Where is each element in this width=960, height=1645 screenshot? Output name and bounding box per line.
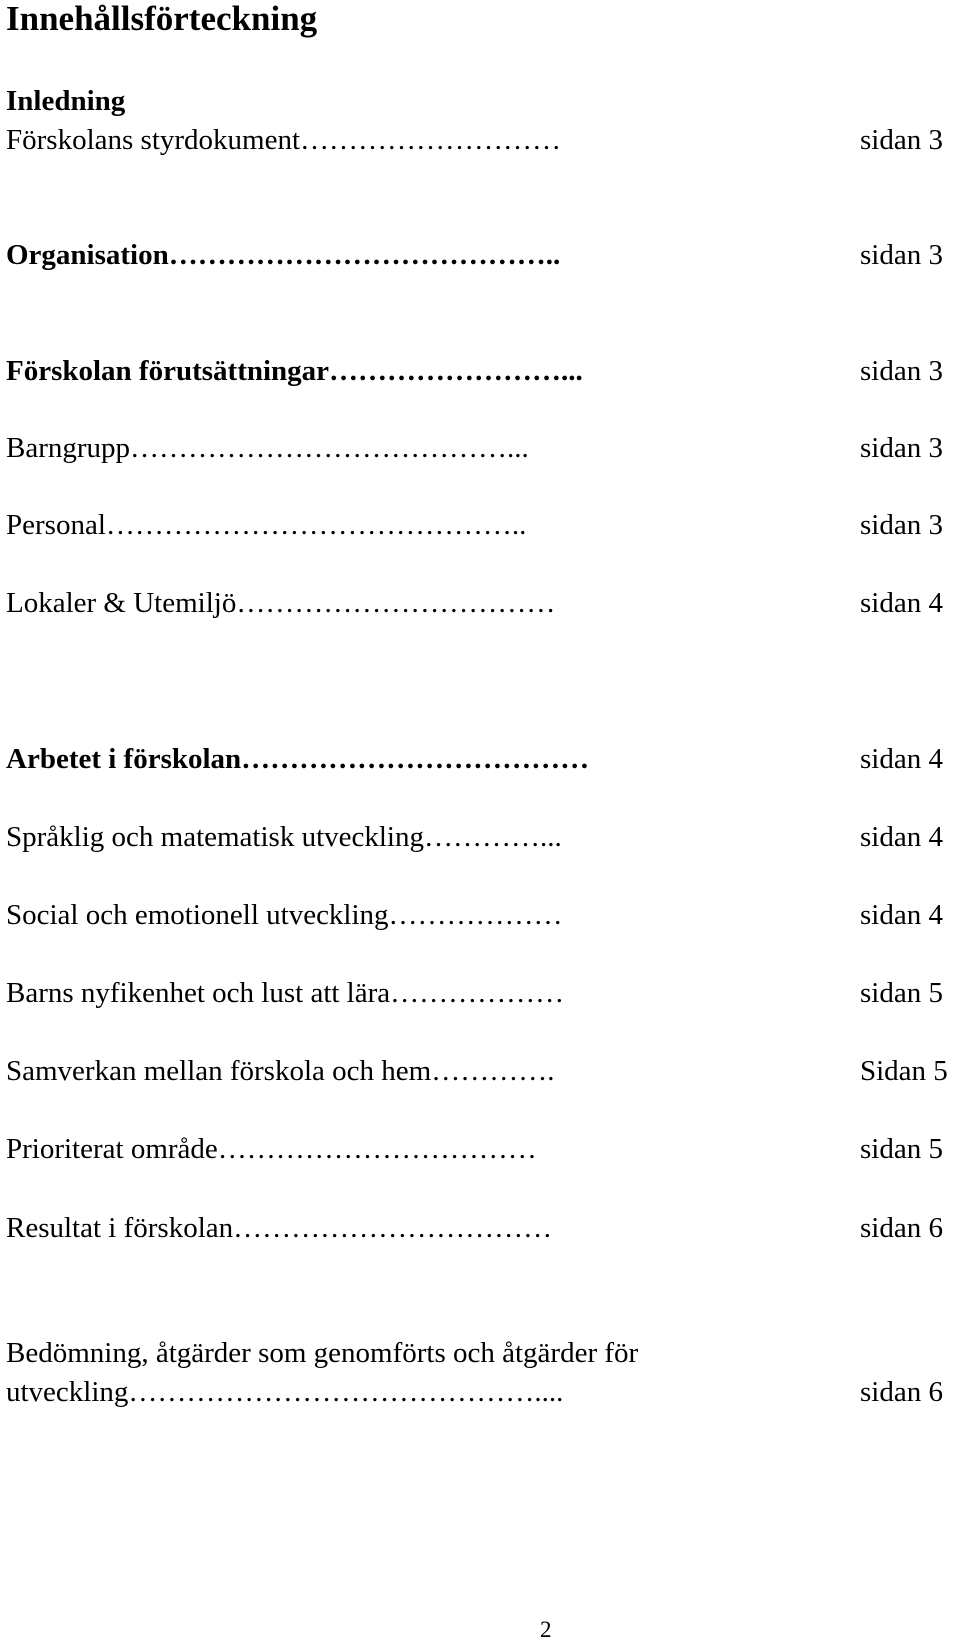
toc-entry-prioriterat: Prioriterat område…………………………… [6, 1133, 537, 1165]
toc-entry-styrdokument: Förskolans styrdokument……………………… [6, 124, 562, 156]
toc-page-ref: sidan 3 [860, 124, 943, 156]
page-number: 2 [540, 1617, 552, 1642]
toc-entry-organisation: Organisation………………………………….. [6, 239, 561, 271]
toc-entry-resultat: Resultat i förskolan…………………………… [6, 1212, 553, 1244]
toc-page-ref: sidan 4 [860, 821, 943, 853]
toc-page-ref: sidan 3 [860, 239, 943, 271]
toc-entry-nyfikenhet: Barns nyfikenhet och lust att lära……………… [6, 977, 565, 1009]
toc-page-ref: sidan 4 [860, 587, 943, 619]
toc-entry-barngrupp: Barngrupp…………………………………... [6, 432, 529, 464]
toc-entry-personal: Personal…………………………………….. [6, 509, 527, 541]
toc-page-ref: sidan 6 [860, 1376, 943, 1408]
toc-page-ref: sidan 4 [860, 743, 943, 775]
toc-page-ref: sidan 5 [860, 977, 943, 1009]
toc-entry-samverkan: Samverkan mellan förskola och hem…………. [6, 1055, 555, 1087]
toc-page-ref: sidan 5 [860, 1133, 943, 1165]
toc-entry-forutsattningar: Förskolan förutsättningar……………………... [6, 355, 583, 387]
toc-entry-social: Social och emotionell utveckling……………… [6, 899, 563, 931]
toc-page-ref: sidan 4 [860, 899, 943, 931]
toc-page-ref: sidan 3 [860, 432, 943, 464]
toc-entry-bedomning-line2: utveckling…………………………………….... [6, 1376, 564, 1408]
toc-page-ref: sidan 6 [860, 1212, 943, 1244]
intro-heading: Inledning [6, 85, 126, 117]
toc-entry-lokaler: Lokaler & Utemiljö…………………………… [6, 587, 556, 619]
toc-entry-arbetet: Arbetet i förskolan……………………………… [6, 743, 590, 775]
toc-entry-bedomning-line1: Bedömning, åtgärder som genomförts och åtgärder för [6, 1337, 639, 1369]
toc-entry-sprak: Språklig och matematisk utveckling…………... [6, 821, 562, 853]
toc-page-ref: sidan 3 [860, 355, 943, 387]
toc-title: Innehållsförteckning [6, 0, 318, 38]
toc-page-ref: sidan 3 [860, 509, 943, 541]
toc-page-ref: Sidan 5 [860, 1055, 948, 1087]
